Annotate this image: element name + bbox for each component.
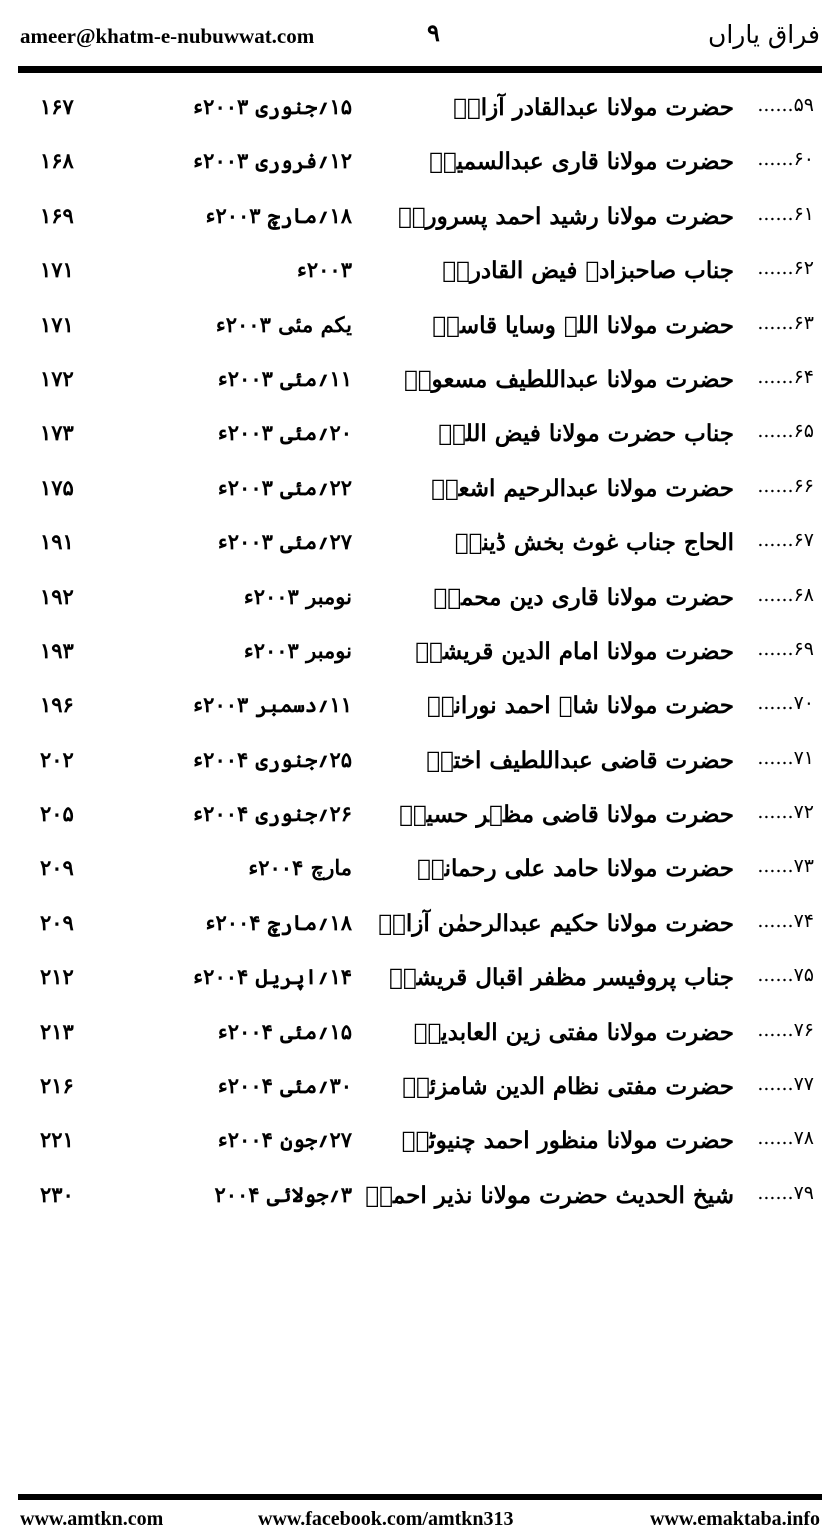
entry-date: ۲۰۰۳ء — [297, 257, 352, 283]
toc-entry — [18, 1170, 822, 1224]
entry-name: حضرت مولانا قاری دین محمدؒ — [433, 583, 734, 611]
entry-date: ۳؍جولائی ۲۰۰۴ — [214, 1181, 352, 1207]
toc-entry — [18, 408, 822, 462]
entry-number: ۷۷...... — [757, 1073, 814, 1096]
entry-page: ۱۶۸ — [40, 148, 74, 174]
entry-number: ۷۶...... — [757, 1018, 814, 1041]
entry-page: ۲۱۳ — [40, 1018, 74, 1044]
entry-number: ۶۷...... — [757, 529, 814, 552]
entry-page: ۲۲۱ — [40, 1127, 74, 1153]
toc-entry — [18, 789, 822, 843]
toc-entry — [18, 898, 822, 952]
entry-date: یکم مئی ۲۰۰۳ء — [215, 311, 352, 337]
entry-number: ۶۶...... — [757, 474, 814, 497]
toc-entry — [18, 1115, 822, 1169]
entry-name: شیخ الحدیث حضرت مولانا نذیر احمدؒ — [365, 1181, 734, 1209]
entry-page: ۱۹۶ — [40, 692, 74, 718]
toc-entry — [18, 245, 822, 299]
entry-date: ۱۲؍فروری ۲۰۰۳ء — [193, 148, 352, 174]
entry-name: جناب صاحبزادہ فیض القادریؒ — [442, 257, 734, 285]
entry-page: ۱۷۱ — [40, 257, 74, 283]
entry-date: نومبر ۲۰۰۳ء — [243, 637, 352, 663]
entry-number: ۶۳...... — [757, 311, 814, 334]
toc-entry — [18, 843, 822, 897]
entry-page: ۱۹۳ — [40, 637, 74, 663]
footer-link-emaktaba[interactable]: www.emaktaba.info — [649, 1508, 820, 1530]
entry-name: حضرت قاضی عبداللطیف اخترؒ — [426, 746, 734, 774]
toc-entry — [18, 191, 822, 245]
entry-number: ۷۲...... — [757, 801, 814, 824]
entry-date: ۱۴؍اپریل ۲۰۰۴ء — [193, 964, 352, 990]
footer-link-amtkn[interactable]: www.amtkn.com — [20, 1508, 164, 1530]
entry-name: حضرت مولانا مفتی زین العابدینؒ — [413, 1018, 734, 1046]
entry-name: جناب پروفیسر مظفر اقبال قریشیؒ — [389, 964, 734, 992]
toc-entry — [18, 354, 822, 408]
toc-entry — [18, 1007, 822, 1061]
toc-entry — [18, 572, 822, 626]
entry-name: حضرت مولانا منظور احمد چنیوٹیؒ — [401, 1127, 734, 1155]
entry-page: ۲۱۲ — [40, 964, 74, 990]
entry-name: حضرت مولانا قاضی مظہر حسینؒ — [399, 801, 734, 829]
entry-name: حضرت مفتی نظام الدین شامزئیؒ — [402, 1073, 734, 1101]
toc-entry — [18, 626, 822, 680]
toc-entry — [18, 136, 822, 190]
entry-page: ۲۳۰ — [40, 1181, 74, 1207]
entry-number: ۶۹...... — [757, 637, 814, 660]
entry-page: ۱۹۱ — [40, 529, 74, 555]
entry-date: ۱۱؍مئی ۲۰۰۳ء — [217, 365, 352, 391]
toc-entry — [18, 735, 822, 789]
entry-number: ۷۰...... — [757, 692, 814, 715]
entry-page: ۱۶۹ — [40, 202, 74, 228]
toc-entry — [18, 463, 822, 517]
page-footer — [20, 1508, 820, 1534]
entry-page: ۲۰۲ — [40, 746, 74, 772]
entry-name: حضرت مولانا رشید احمد پسروریؒ — [397, 202, 734, 230]
book-title: فراق یاراں — [708, 20, 820, 49]
entry-name: حضرت مولانا عبداللطیف مسعودؒ — [403, 365, 734, 393]
entry-page: ۲۱۶ — [40, 1073, 74, 1099]
entry-page: ۱۷۳ — [40, 420, 74, 446]
entry-date: ۱۸؍مارچ ۲۰۰۳ء — [205, 202, 352, 228]
entry-name: حضرت مولانا شاہ احمد نورانیؒ — [426, 692, 734, 720]
entry-name: حضرت مولانا عبدالرحیم اشعرؒ — [431, 474, 734, 502]
entry-number: ۶۵...... — [757, 420, 814, 443]
toc-entry — [18, 517, 822, 571]
entry-number: ۶۸...... — [757, 583, 814, 606]
entry-number: ۷۳...... — [757, 855, 814, 878]
toc-entry — [18, 1061, 822, 1115]
entry-date: ۲۲؍مئی ۲۰۰۳ء — [217, 474, 352, 500]
page-header — [20, 18, 820, 62]
entry-number: ۷۹...... — [757, 1181, 814, 1204]
footer-rule — [18, 1494, 822, 1500]
entry-page: ۱۷۵ — [40, 474, 74, 500]
entry-number: ۵۹...... — [757, 94, 814, 116]
entry-date: نومبر ۲۰۰۳ء — [243, 583, 352, 609]
entry-date: ۳۰؍مئی ۲۰۰۴ء — [217, 1073, 352, 1099]
entry-date: مارچ ۲۰۰۴ء — [248, 855, 352, 881]
entry-date: ۲۶؍جنوری ۲۰۰۴ء — [193, 801, 352, 827]
entry-page: ۲۰۹ — [40, 909, 74, 935]
footer-link-facebook[interactable]: www.facebook.com/amtkn313 — [258, 1508, 514, 1530]
entry-name: حضرت مولانا حامد علی رحمانیؒ — [416, 855, 734, 883]
table-of-contents — [18, 82, 822, 1224]
entry-number: ۶۰...... — [757, 148, 814, 171]
entry-number: ۷۸...... — [757, 1127, 814, 1150]
entry-name: حضرت مولانا حکیم عبدالرحمٰن آزادؒ — [378, 909, 734, 937]
entry-number: ۶۱...... — [757, 202, 814, 225]
toc-entry — [18, 300, 822, 354]
entry-date: ۱۵؍مئی ۲۰۰۴ء — [217, 1018, 352, 1044]
entry-name: الحاج جناب غوث بخش ڈینہؒ — [454, 529, 734, 557]
entry-page: ۱۷۲ — [40, 365, 74, 391]
page-number: ۹ — [427, 18, 440, 47]
entry-name: حضرت مولانا اللہ وسایا قاسمؒ — [432, 311, 734, 339]
entry-date: ۲۷؍مئی ۲۰۰۳ء — [217, 529, 352, 555]
entry-name: حضرت مولانا امام الدین قریشیؒ — [415, 637, 734, 665]
entry-date: ۱۱؍دسمبر ۲۰۰۳ء — [193, 692, 352, 718]
toc-entry — [18, 952, 822, 1006]
entry-number: ۶۴...... — [757, 365, 814, 388]
header-rule — [18, 66, 822, 73]
entry-page: ۱۶۷ — [40, 94, 74, 119]
entry-number: ۷۴...... — [757, 909, 814, 932]
entry-date: ۲۰؍مئی ۲۰۰۳ء — [217, 420, 352, 446]
entry-number: ۷۵...... — [757, 964, 814, 987]
toc-entry — [18, 82, 822, 136]
entry-page: ۲۰۵ — [40, 801, 74, 827]
entry-page: ۱۷۱ — [40, 311, 74, 337]
toc-entry — [18, 680, 822, 734]
entry-date: ۲۵؍جنوری ۲۰۰۴ء — [193, 746, 352, 772]
entry-number: ۷۱...... — [757, 746, 814, 769]
entry-page: ۱۹۲ — [40, 583, 74, 609]
entry-date: ۲۷؍جون ۲۰۰۴ء — [217, 1127, 352, 1153]
entry-date: ۱۵؍جنوری ۲۰۰۳ء — [193, 94, 352, 119]
entry-date: ۱۸؍مارچ ۲۰۰۴ء — [205, 909, 352, 935]
entry-name: حضرت مولانا قاری عبدالسمیعؒ — [429, 148, 734, 176]
entry-name: حضرت مولانا عبدالقادر آزادؒ — [453, 94, 734, 121]
entry-number: ۶۲...... — [757, 257, 814, 280]
entry-page: ۲۰۹ — [40, 855, 74, 881]
header-email[interactable]: ameer@khatm-e-nubuwwat.com — [20, 24, 315, 48]
entry-name: جناب حضرت مولانا فیض اللہؒ — [438, 420, 734, 448]
